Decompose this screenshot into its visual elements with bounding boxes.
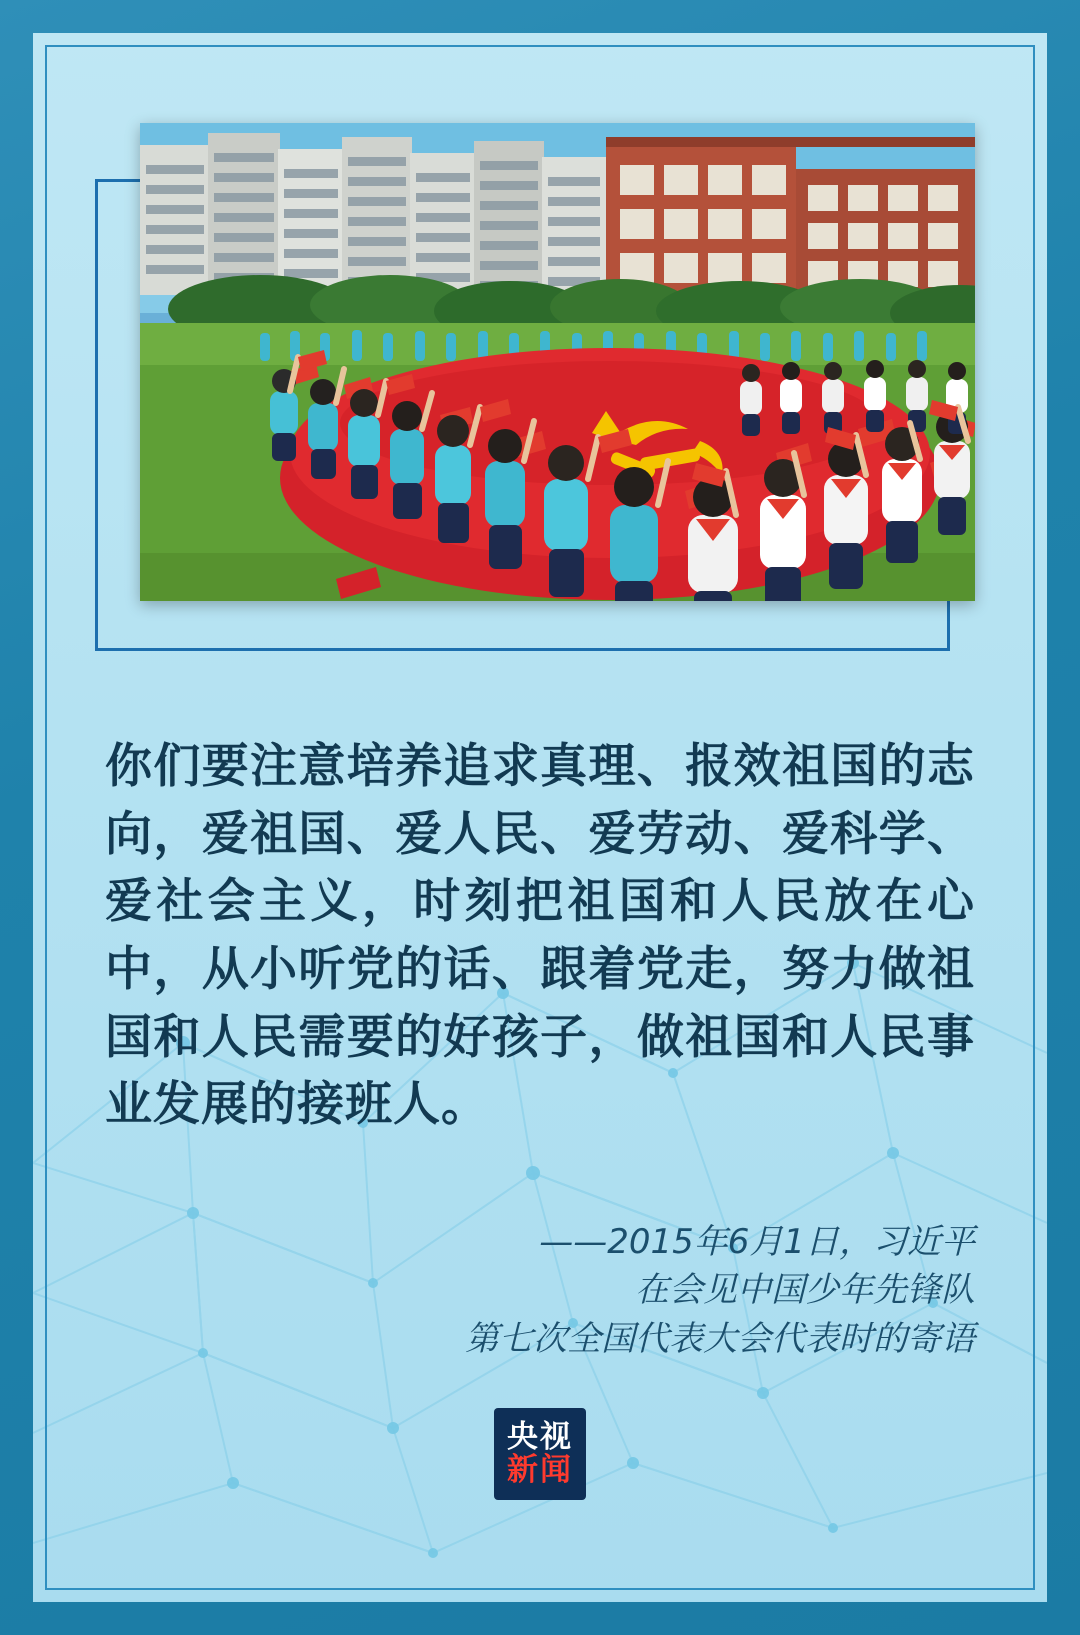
hero-photo — [140, 123, 975, 601]
logo-line-1: 央视 — [507, 1418, 573, 1455]
attribution — [33, 1218, 1047, 1363]
attribution-line-2: 在会见中国少年先锋队 — [635, 1270, 975, 1311]
attribution-line-3: 第七次全国代表大会代表时的寄语 — [465, 1318, 975, 1359]
logo-line-2: 新闻 — [507, 1452, 573, 1488]
quote-text: 你们要注意培养追求真理、报效祖国的志向，爱祖国、爱人民、爱劳动、爱科学、爱社会主义，时刻把祖国和人民放在心中，从小听党的话、跟着党走，努力做祖国和人民需要的好孩子，做祖国和人民事业发展的接班人。 — [105, 739, 975, 1133]
photo-block — [95, 75, 975, 653]
poster-card — [33, 33, 1047, 1602]
attribution-line-1: ——2015年6月1日，习近平 — [539, 1222, 975, 1262]
cctv-news-logo — [494, 1408, 586, 1500]
